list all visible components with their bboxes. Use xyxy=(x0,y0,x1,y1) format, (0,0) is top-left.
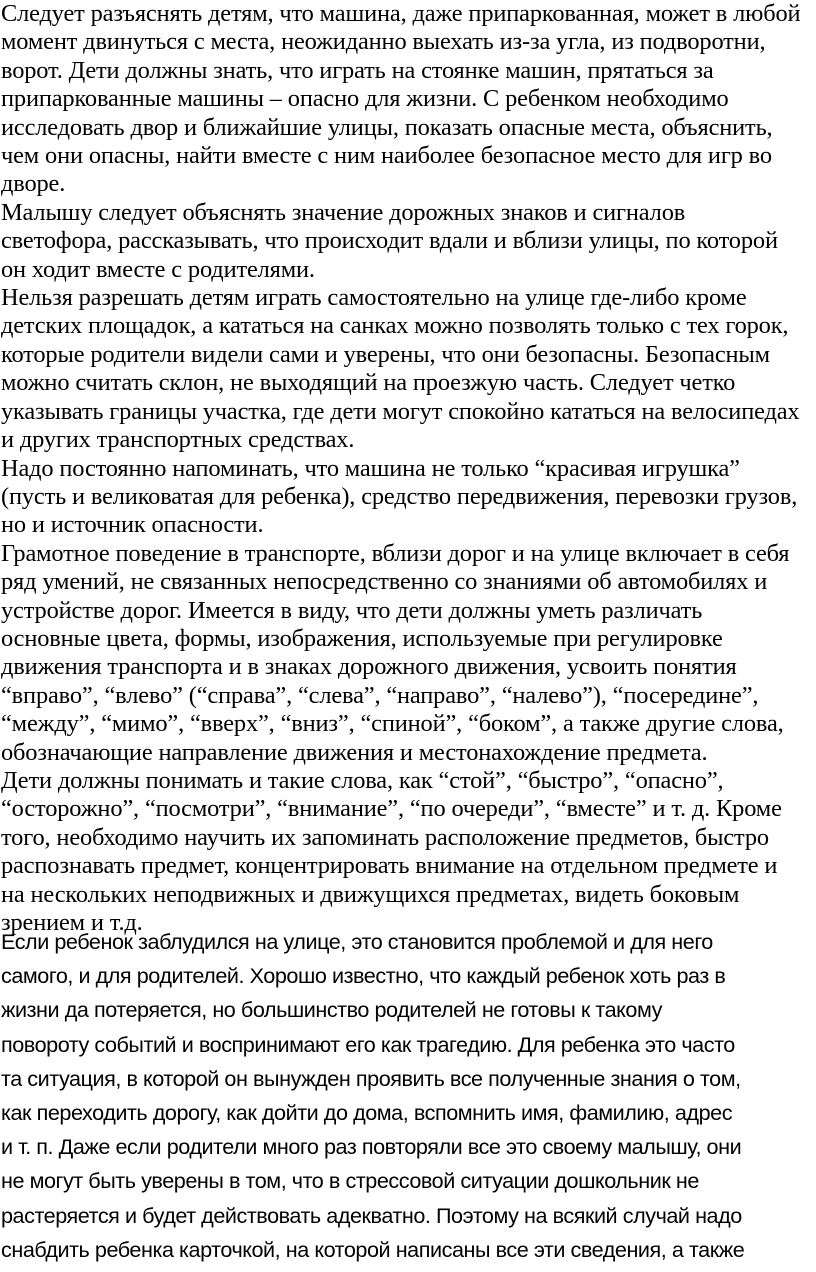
text-line: движения транспорта и в знаках дорожного движения, усвоить понятия xyxy=(1,653,737,681)
text-line: Малышу следует объяснять значение дорожных знаков и сигналов xyxy=(1,198,686,226)
text-line: он ходит вместе с родителями. xyxy=(1,255,315,283)
text-line: повороту событий и воспринимают его как трагедию. Для ребенка это часто xyxy=(1,1031,735,1057)
text-line: Грамотное поведение в транспорте, вблизи дорог и на улице включает в себя xyxy=(1,539,790,567)
text-line: исследовать двор и ближайшие улицы, показать опасные места, объяснить, xyxy=(1,113,773,141)
text-line: Следует разъяснять детям, что машина, даже припаркованная, может в любой xyxy=(1,0,801,27)
serif-text-block xyxy=(1,0,816,937)
sans-text-block xyxy=(1,925,816,1267)
text-line: детских площадок, а кататься на санках можно позволять только с тех горок, xyxy=(1,312,789,340)
text-line: “вправо”, “влево” (“справа”, “слева”, “направо”, “налево”), “посередине”, xyxy=(1,681,759,709)
text-line: ряд умений, не связанных непосредственно со знаниями об автомобилях и xyxy=(1,568,768,596)
text-line: дворе. xyxy=(1,170,66,198)
text-line: “осторожно”, “посмотри”, “внимание”, “по очереди”, “вместе” и т. д. Кроме xyxy=(1,795,782,823)
text-line: Нельзя разрешать детям играть самостоятельно на улице где-либо кроме xyxy=(1,284,747,312)
text-line: можно считать склон, не выходящий на проезжую часть. Следует четко xyxy=(1,369,736,397)
text-line: как переходить дорогу, как дойти до дома, вспомнить имя, фамилию, адрес xyxy=(1,1100,733,1126)
text-line: светофора, рассказывать, что происходит вдали и вблизи улицы, по которой xyxy=(1,227,778,255)
text-line: того, необходимо научить их запоминать расположение предметов, быстро xyxy=(1,823,769,851)
text-line: не могут быть уверены в том, что в стрессовой ситуации дошкольник не xyxy=(1,1168,699,1194)
text-line: распознавать предмет, концентрировать внимание на отдельном предмете и xyxy=(1,852,778,880)
text-line: Надо постоянно напоминать, что машина не только “красивая игрушка” xyxy=(1,454,740,482)
text-line: обозначающие направление движения и местонахождение предмета. xyxy=(1,738,708,766)
text-line: момент двинуться с места, неожиданно выехать из-за угла, из подворотни, xyxy=(1,28,766,56)
text-line: основные цвета, формы, изображения, используемые при регулировке xyxy=(1,624,723,652)
text-line: снабдить ребенка карточкой, на которой написаны все эти сведения, а также xyxy=(1,1236,745,1262)
text-line: Дети должны понимать и такие слова, как “стой”, “быстро”, “опасно”, xyxy=(1,766,724,794)
text-line: Если ребенок заблудился на улице, это становится проблемой и для него xyxy=(1,929,713,954)
text-line: зрением и т.д. xyxy=(1,909,143,936)
text-line: та ситуация, в которой он вынужден проявить все полученные знания о том, xyxy=(1,1065,741,1091)
text-line: припаркованные машины – опасно для жизни. С ребенком необходимо xyxy=(1,85,729,113)
text-line: жизни да потеряется, но большинство родителей не готовы к такому xyxy=(1,997,662,1023)
text-line: “между”, “мимо”, “вверх”, “вниз”, “спиной”, “боком”, а также другие слова, xyxy=(1,710,784,738)
text-line: растеряется и будет действовать адекватно. Поэтому на всякий случай надо xyxy=(1,1202,742,1228)
text-line: (пусть и великоватая для ребенка), средство передвижения, перевозки грузов, xyxy=(1,482,798,510)
text-line: указывать границы участка, где дети могут спокойно кататься на велосипедах xyxy=(1,397,800,425)
text-line: и других транспортных средствах. xyxy=(1,426,355,454)
text-line: самого, и для родителей. Хорошо известно, что каждый ребенок хоть раз в xyxy=(1,963,726,989)
text-line: ворот. Дети должны знать, что играть на стоянке машин, прятаться за xyxy=(1,56,714,84)
text-line: которые родители видели сами и уверены, что они безопасны. Безопасным xyxy=(1,340,770,368)
text-line: устройстве дорог. Имеется в виду, что дети должны уметь различать xyxy=(1,596,703,624)
text-line: и т. п. Даже если родители много раз повторяли все это своему малышу, они xyxy=(1,1134,742,1160)
text-line: чем они опасны, найти вместе с ним наиболее безопасное место для игр во xyxy=(1,142,772,170)
text-line: но и источник опасности. xyxy=(1,511,264,539)
text-line: на нескольких неподвижных и движущихся предметах, видеть боковым xyxy=(1,880,740,908)
